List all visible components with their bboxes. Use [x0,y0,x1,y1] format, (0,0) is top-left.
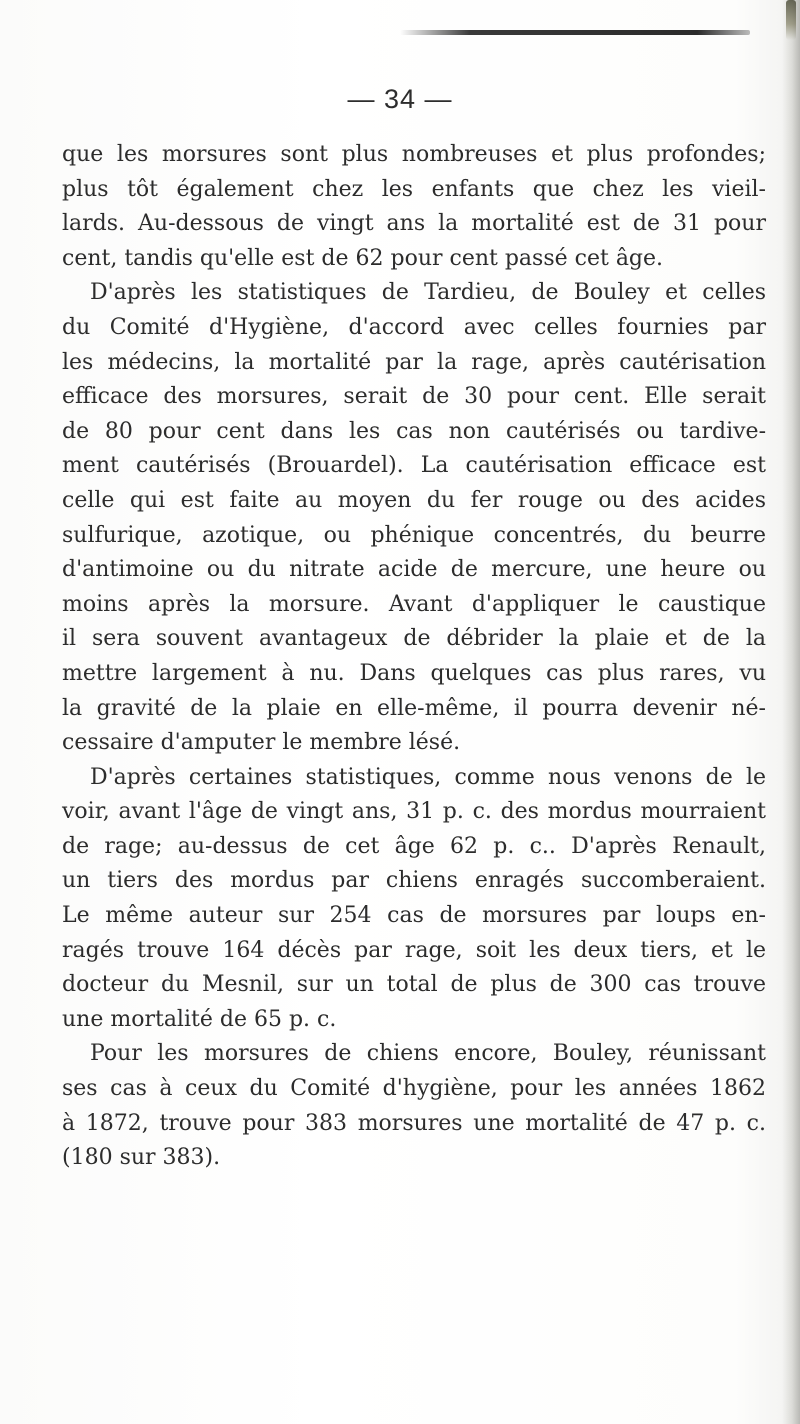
text-line: ment cautérisés (Brouardel). La cautérisation efficace est [62,453,766,479]
text-line: cent, tandis qu'elle est de 62 pour cent passé cet âge. [62,245,664,271]
page-number: — 34 — [347,84,453,114]
body-text [62,138,766,1176]
text-line: Le même auteur sur 254 cas de morsures par loups en- [62,903,766,929]
text-line: mettre largement à nu. Dans quelques cas plus rares, vu [62,660,766,686]
text-line: que les morsures sont plus nombreuses et plus profondes; [62,142,766,167]
text-line: voir, avant l'âge de vingt ans, 31 p. c. des mordus mourraient [62,799,766,825]
page-top-rule [400,30,750,35]
text-line: de rage; au-dessus de cet âge 62 p. c.. D'après Renault, [62,833,766,859]
text-line: ragés trouve 164 décès par rage, soit les deux tiers, et le [62,937,766,963]
text-line: à 1872, trouve pour 383 morsures une mortalité de 47 p. c. [62,1110,766,1136]
text-line: ses cas à ceux du Comité d'hygiène, pour les années 1862 [62,1076,766,1102]
text-line: D'après les statistiques de Tardieu, de Bouley et celles [90,280,766,306]
text-line: sulfurique, azotique, ou phénique concentrés, du beurre [62,522,766,548]
text-line: lards. Au-dessous de vingt ans la mortalité est de 31 pour [62,211,766,237]
text-line: docteur du Mesnil, sur un total de plus de 300 cas trouve [62,972,766,998]
text-line: cessaire d'amputer le membre lésé. [62,730,461,756]
text-line: de 80 pour cent dans les cas non cautérisés ou tardive- [62,418,766,444]
text-line: Pour les morsures de chiens encore, Bouley, réunissant [90,1041,766,1067]
text-line: les médecins, la mortalité par la rage, après cautérisation [62,349,766,375]
text-line: d'antimoine ou du nitrate acide de mercure, une heure ou [62,557,766,583]
text-line: la gravité de la plaie en elle-même, il pourra devenir né- [62,695,766,721]
text-line: (180 sur 383). [62,1145,221,1171]
text-line: du Comité d'Hygiène, d'accord avec celles fournies par [62,314,766,340]
text-line: un tiers des mordus par chiens enragés succomberaient. [62,868,766,894]
text-line: D'après certaines statistiques, comme nous venons de le [90,764,766,790]
text-line: il sera souvent avantageux de débrider la plaie et de la [62,626,766,652]
text-line: efficace des morsures, serait de 30 pour cent. Elle serait [62,384,766,410]
page-edge-shadow [782,0,800,1424]
text-line: plus tôt également chez les enfants que chez les vieil- [62,176,766,202]
text-line: une mortalité de 65 p. c. [62,1006,337,1032]
text-line: celle qui est faite au moyen du fer rouge ou des acides [62,487,766,513]
text-line: moins après la morsure. Avant d'appliquer le caustique [62,591,766,617]
